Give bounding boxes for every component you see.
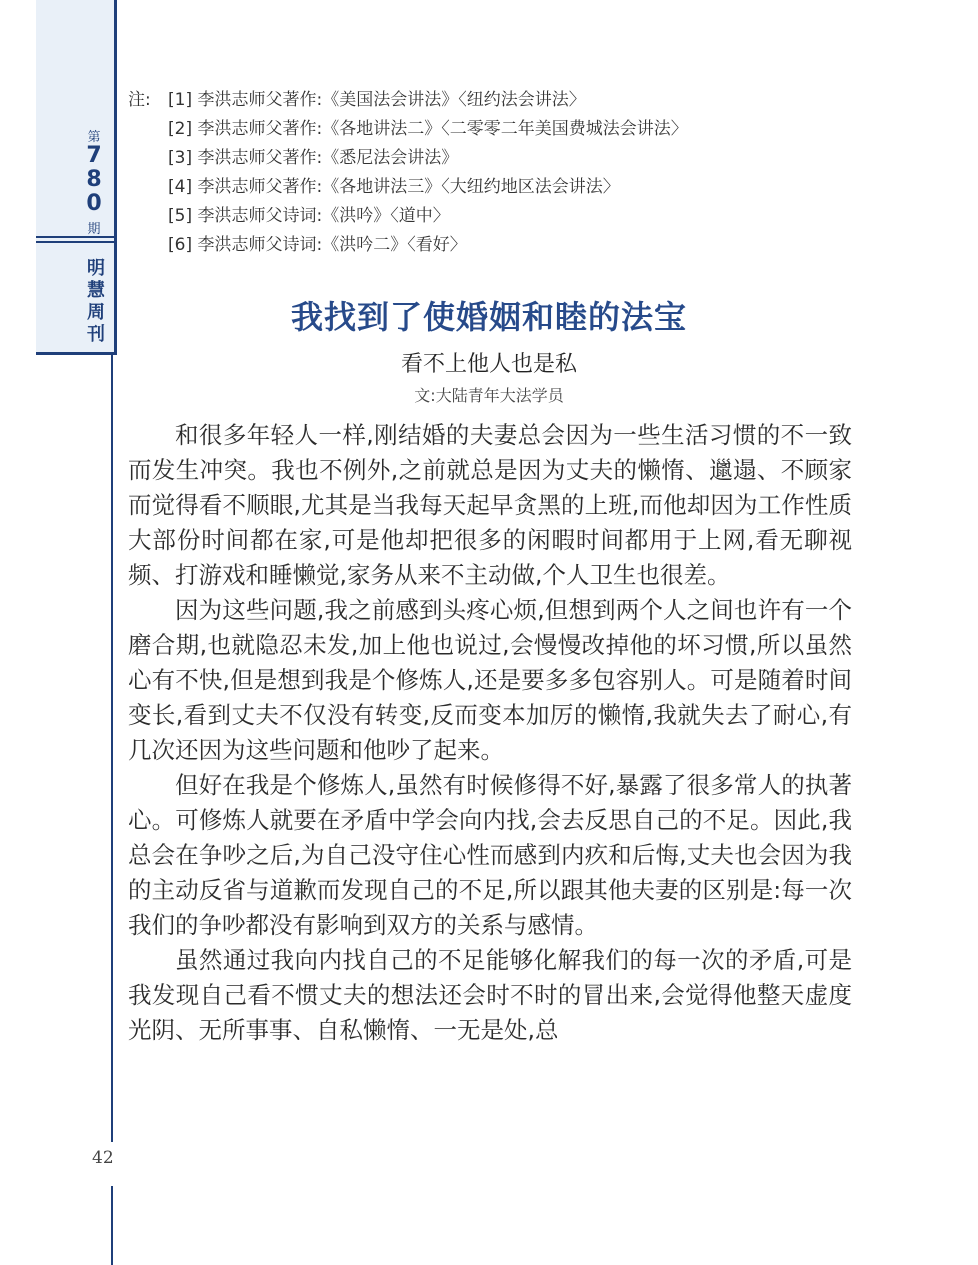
article-body xyxy=(128,418,852,1048)
article-paragraph: 虽然通过我向内找自己的不足能够化解我们的每一次的矛盾,可是我发现自己看不惯丈夫的想法还会时不时的冒出来,会觉得他整天虚度光阴、无所事事、自私懒惰、一无是处,总 xyxy=(128,946,852,1044)
margin-rule xyxy=(111,352,113,1265)
note-text: [5] 李洪志师父诗词:《洪吟》〈道中〉 xyxy=(168,206,450,226)
note-text: [3] 李洪志师父著作:《悉尼法会讲法》 xyxy=(168,148,459,168)
magazine-name xyxy=(80,258,112,346)
note-text: [2] 李洪志师父著作:《各地讲法二》〈二零零二年美国费城法会讲法〉 xyxy=(168,119,688,139)
magazine-char: 慧 xyxy=(87,280,105,301)
magazine-char: 刊 xyxy=(87,324,105,345)
issue-number xyxy=(76,144,112,216)
note-item xyxy=(128,173,688,202)
notes-label: 注: xyxy=(128,90,151,110)
issue-digit: 7 xyxy=(86,143,102,168)
page-number: 42 xyxy=(92,1148,114,1168)
issue-suffix: 期 xyxy=(87,222,101,237)
magazine-char: 周 xyxy=(87,302,105,323)
article-paragraph: 但好在我是个修炼人,虽然有时候修得不好,暴露了很多常人的执著心。可修炼人就要在矛盾中学会向内找,会去反思自己的不足。因此,我总会在争吵之后,为自己没守住心性而感到内疚和后悔,丈夫也会因为我的主动反省与道歉而发现自己的不足,所以跟其他夫妻的区别是:每一次我们的争吵都没有影响到双方的关系与感情。 xyxy=(128,771,852,939)
note-item xyxy=(128,144,688,173)
note-text: [4] 李洪志师父著作:《各地讲法三》〈大纽约地区法会讲法〉 xyxy=(168,177,620,197)
tab-divider xyxy=(36,241,114,243)
issue-digit: 8 xyxy=(86,167,102,192)
article-paragraph: 因为这些问题,我之前感到头疼心烦,但想到两个人之间也许有一个磨合期,也就隐忍未发,加上他也说过,会慢慢改掉他的坏习惯,所以虽然心有不快,但是想到我是个修炼人,还是要多多包容别人。可是随着时间变长,看到丈夫不仅没有转变,反而变本加厉的懒惰,我就失去了耐心,有几次还因为这些问题和他吵了起来。 xyxy=(128,596,852,764)
note-item xyxy=(128,115,688,144)
issue-prefix: 第 xyxy=(87,130,101,145)
notes-section xyxy=(128,86,688,260)
note-item xyxy=(128,231,688,260)
article-byline: 文:大陆青年大法学员 xyxy=(414,386,564,405)
note-item xyxy=(128,202,688,231)
article-paragraph: 和很多年轻人一样,刚结婚的夫妻总会因为一些生活习惯的不一致而发生冲突。我也不例外,之前就总是因为丈夫的懒惰、邋遢、不顾家而觉得看不顺眼,尤其是当我每天起早贪黑的上班,而他却因为工作性质大部份时间都在家,可是他却把很多的闲暇时间都用于上网,看无聊视频、打游戏和睡懒觉,家务从来不主动做,个人卫生也很差。 xyxy=(128,421,852,589)
note-text: [6] 李洪志师父诗词:《洪吟二》〈看好〉 xyxy=(168,235,467,255)
article-subtitle: 看不上他人也是私 xyxy=(400,352,577,377)
issue-digit: 0 xyxy=(86,191,102,216)
magazine-char: 明 xyxy=(87,258,105,279)
note-text: [1] 李洪志师父著作:《美国法会讲法》〈纽约法会讲法〉 xyxy=(168,90,586,110)
note-item xyxy=(128,86,688,115)
article-title: 我找到了使婚姻和睦的法宝 xyxy=(290,298,687,336)
